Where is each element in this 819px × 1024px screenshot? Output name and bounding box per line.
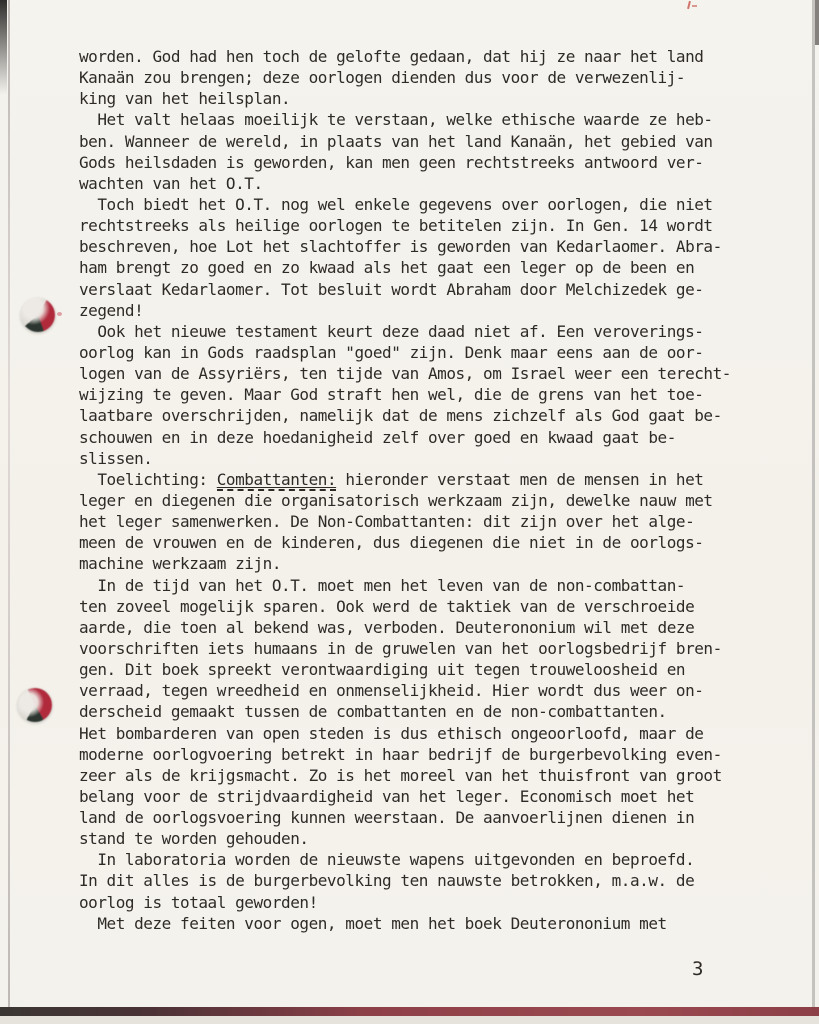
text-line [79,279,773,300]
text-line [79,427,773,448]
text-line [79,405,773,426]
binder-stud-top [21,298,55,332]
text-line [79,342,773,363]
text-segment: rechtstreeks als heilige oorlogen te betitelen zijn. In Gen. 14 wordt [79,216,713,236]
text-segment: wijzing te geven. Maar God straft hen wel, die de grens van het toe- [79,385,704,405]
text-line [79,215,773,236]
text-segment: In dit alles is de burgerbevolking ten nauwste betrokken, m.a.w. de [79,871,695,891]
text-line [79,892,773,913]
text-line [79,46,773,67]
text-segment: leger en diegenen die organisatorisch werkzaam zijn, dewelke nauw met [79,490,713,510]
text-line [79,701,773,722]
text-segment: voorschriften iets humaans in de gruwelen van het oorlogsbedrijf bren- [79,638,722,658]
scan-edge-bottom-shadow [0,1016,819,1024]
text-segment: worden. God had hen toch de gelofte gedaan, dat hij ze naar het land [79,47,704,66]
text-segment: wachten van het O.T. [79,173,263,193]
text-line [79,870,773,891]
text-segment: In de tijd van het O.T. moet men het leven van de non-combattan- [79,575,686,595]
text-segment: Het valt helaas moeilijk te verstaan, welke ethische waarde ze heb- [79,110,713,130]
text-segment: het leger samenwerken. De Non-Combattanten: dit zijn over het alge- [79,512,695,532]
text-segment: schouwen en in deze hoedanigheid zelf over goed en kwaad gaat be- [79,427,676,447]
text-line [79,173,773,194]
text-line [79,659,773,680]
scan-edge-right-dark [815,0,819,45]
text-line [79,67,773,88]
text-segment: hieronder verstaat men de mensen in het [336,469,704,489]
text-line [79,469,773,490]
text-segment: king van het heilsplan. [79,89,291,109]
text-line [79,152,773,173]
text-segment: In laboratoria worden de nieuwste wapens uitgevonden en beproefd. [79,850,695,870]
text-segment: machine werkzaam zijn. [79,554,282,574]
text-segment: ben. Wanneer de wereld, in plaats van het land Kanaän, het gebied van [79,131,713,151]
page-number: 3 [692,958,704,980]
text-line [79,511,773,532]
text-segment: Gods heilsdaden is geworden, kan men geen rechtstreeks antwoord ver- [79,152,704,172]
text-line [79,849,773,870]
red-pen-mark [692,5,697,7]
text-line [79,575,773,596]
text-line [79,88,773,109]
text-segment: ham brengt zo goed en zo kwaad als het gaat een leger op de been en [79,258,695,278]
text-line [79,448,773,469]
text-line [79,828,773,849]
text-segment: land de oorlogsvoering kunnen weerstaan. De aanvoerlijnen dienen in [79,808,695,828]
text-line [79,680,773,701]
text-segment: oorlog is totaal geworden! [79,892,318,912]
text-segment: aarde, die toen al bekend was, verboden. Deuterononium wil met deze [79,617,695,637]
text-segment: meen de vrouwen en de kinderen, dus diegenen die niet in de oorlogs- [79,533,704,553]
text-segment: verraad, tegen wreedheid en onmenselijkheid. Hier wordt dus weer on- [79,681,704,701]
text-line [79,131,773,152]
text-line [79,765,773,786]
text-line [79,490,773,511]
text-segment: gen. Dit boek spreekt verontwaardiging uit tegen trouweloosheid en [79,660,686,680]
text-segment: slissen. [79,448,153,468]
text-line [79,363,773,384]
text-line [79,744,773,765]
text-line [79,257,773,278]
underlined-term: Combattanten: [216,469,337,489]
text-segment: ten zoveel mogelijk sparen. Ook werd de taktiek van de verschroeide [79,596,695,616]
text-segment: Ook het nieuwe testament keurt deze daad niet af. Een veroverings- [79,321,704,341]
text-segment: verslaat Kedarlaomer. Tot besluit wordt Abraham door Melchizedek ge- [79,279,704,299]
text-segment: belang voor de strijdvaardigheid van het leger. Economisch moet het [79,786,695,806]
text-segment: Kanaän zou brengen; deze oorlogen dienden dus voor de verwezenlij- [79,68,686,88]
scan-edge-bottom-line [0,1007,819,1016]
binder-stud-bottom [18,688,52,722]
text-segment: Toelichting: [79,469,217,489]
red-pen-mark [687,1,691,9]
text-line [79,723,773,744]
text-line [79,384,773,405]
scan-edge-right-line [812,0,815,1010]
text-segment: Toch biedt het O.T. nog wel enkele gegevens over oorlogen, die niet [79,194,713,214]
text-line [79,807,773,828]
text-segment: moderne oorlogvoering betrekt in haar bedrijf de burgerbevolking even- [79,744,722,764]
scan-edge-left-line [8,0,10,1008]
body-text [79,46,773,934]
text-line [79,596,773,617]
text-segment: oorlog kan in Gods raadsplan "goed" zijn. Denk maar eens aan de oor- [79,342,704,362]
text-line [79,300,773,321]
text-segment: zeer als de krijgsmacht. Zo is het moreel van het thuisfront van groot [79,765,722,785]
text-segment: Het bombarderen van open steden is dus ethisch ongeoorloofd, maar de [79,723,704,743]
text-line [79,786,773,807]
text-segment: logen van de Assyriërs, ten tijde van Amos, om Israel weer een terecht- [79,364,731,384]
text-segment: zegend! [79,300,144,320]
text-line [79,617,773,638]
text-line [79,321,773,342]
text-line [79,553,773,574]
text-line [79,913,773,934]
scan-edge-left-dark [0,0,7,95]
text-segment: Met deze feiten voor ogen, moet men het boek Deuterononium met [79,913,667,933]
text-line [79,194,773,215]
text-segment: stand te worden gehouden. [79,829,309,849]
text-line [79,532,773,553]
text-line [79,236,773,257]
red-speck [57,312,62,316]
text-segment: beschreven, hoe Lot het slachtoffer is geworden van Kedarlaomer. Abra- [79,237,722,257]
text-line [79,109,773,130]
text-segment: laatbare overschrijden, namelijk dat de mens zichzelf als God gaat be- [79,406,722,426]
text-segment: derscheid gemaakt tussen de combattanten en de non-combattanten. [79,702,667,722]
text-line [79,638,773,659]
